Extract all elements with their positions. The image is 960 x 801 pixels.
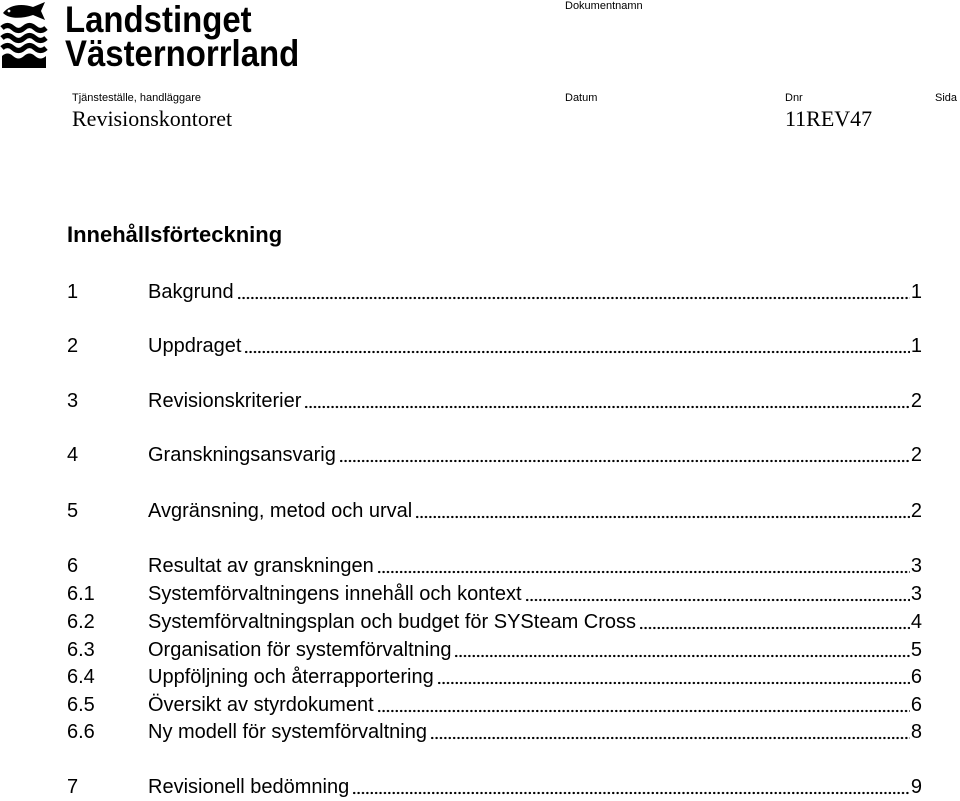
dot-leader: [243, 332, 909, 360]
toc-entry-title: Systemförvaltningsplan och budget för SYSteam Cross: [148, 611, 637, 633]
date-label: Datum: [565, 92, 598, 104]
toc-entry[interactable]: [67, 718, 922, 746]
toc-entry[interactable]: [67, 278, 922, 306]
logo-text-landstinget: Landstinget: [65, 0, 252, 40]
dot-leader: [638, 608, 910, 636]
toc-entry-page-number: 9: [910, 776, 922, 798]
toc-entry-number: 6.3: [67, 639, 95, 661]
toc-entry[interactable]: [67, 387, 922, 415]
toc-entry[interactable]: [67, 636, 922, 664]
toc-entry-number: 5: [67, 500, 79, 522]
toc-entry-page-number: 8: [910, 721, 922, 743]
toc-entry-title: Ny modell för systemförvaltning: [148, 721, 427, 743]
toc-entry-title: Uppföljning och återrapportering: [148, 666, 434, 688]
toc-entry-number: 6.5: [67, 694, 95, 716]
toc-entry-title: Organisation för systemförvaltning: [148, 639, 452, 661]
dot-leader: [414, 497, 910, 525]
toc-entry-page-number: 3: [910, 555, 922, 577]
reference-value: 11REV47: [785, 106, 873, 131]
toc-entry-page-number: 5: [910, 639, 922, 661]
toc-entry-title: Revisionskriterier: [148, 390, 302, 412]
toc-entry-title: Systemförvaltningens innehåll och kontext: [148, 583, 522, 605]
toc-entry-title: Uppdraget: [148, 335, 242, 357]
toc-entry-number: 6.2: [67, 611, 95, 633]
dot-leader: [338, 441, 910, 469]
dot-leader: [236, 278, 910, 306]
unit-label: Tjänsteställe, handläggare: [72, 92, 202, 104]
document-name-label: Dokumentnamn: [565, 0, 643, 12]
toc-entry[interactable]: [67, 497, 922, 525]
dot-leader: [429, 718, 910, 746]
toc-entry[interactable]: [67, 663, 922, 691]
toc-entry-number: 7: [67, 776, 79, 798]
toc-entry[interactable]: [67, 580, 922, 608]
toc-entry-page-number: 2: [910, 390, 922, 412]
toc-entry[interactable]: [67, 691, 922, 719]
dot-leader: [524, 580, 910, 608]
toc-entry[interactable]: [67, 441, 922, 469]
toc-entry-page-number: 1: [910, 335, 922, 357]
dot-leader: [351, 773, 910, 801]
toc-entry-page-number: 3: [910, 583, 922, 605]
toc-entry-page-number: 2: [910, 500, 922, 522]
toc-entry-title: Revisionell bedömning: [148, 776, 350, 798]
unit-value: Revisionskontoret: [72, 106, 233, 131]
toc-entry-number: 6.6: [67, 721, 95, 743]
toc-entry[interactable]: [67, 773, 922, 801]
toc-entry-page-number: 6: [910, 666, 922, 688]
toc-entry[interactable]: [67, 608, 922, 636]
toc-entry-number: 6.4: [67, 666, 95, 688]
toc-entry-title: Översikt av styrdokument: [148, 694, 374, 716]
toc-entry-title: Granskningsansvarig: [148, 444, 336, 466]
logo-emblem-icon: [0, 0, 48, 68]
toc-entry-number: 3: [67, 390, 79, 412]
toc-entry-number: 6.1: [67, 583, 95, 605]
logo-text-vasternorrland: Västernorrland: [65, 33, 300, 74]
toc-entry-page-number: 4: [910, 611, 922, 633]
toc-entry-number: 2: [67, 335, 79, 357]
toc-entry-title: Avgränsning, metod och urval: [148, 500, 413, 522]
toc-entry-page-number: 1: [910, 281, 922, 303]
dot-leader: [376, 691, 910, 719]
reference-label: Dnr: [785, 92, 803, 104]
toc-entry-number: 1: [67, 281, 79, 303]
page-label: Sida: [935, 92, 958, 104]
dot-leader: [436, 663, 910, 691]
dot-leader: [376, 552, 910, 580]
toc-entry-page-number: 6: [910, 694, 922, 716]
toc-entry-number: 6: [67, 555, 79, 577]
toc-title: Innehållsförteckning: [67, 222, 283, 247]
dot-leader: [453, 636, 909, 664]
toc-entry-number: 4: [67, 444, 79, 466]
toc-entry-page-number: 2: [910, 444, 922, 466]
toc-entry[interactable]: [67, 552, 922, 580]
toc-entry[interactable]: [67, 332, 922, 360]
dot-leader: [303, 387, 910, 415]
toc-entry-title: Resultat av granskningen: [148, 555, 374, 577]
toc-entry-title: Bakgrund: [148, 281, 234, 303]
